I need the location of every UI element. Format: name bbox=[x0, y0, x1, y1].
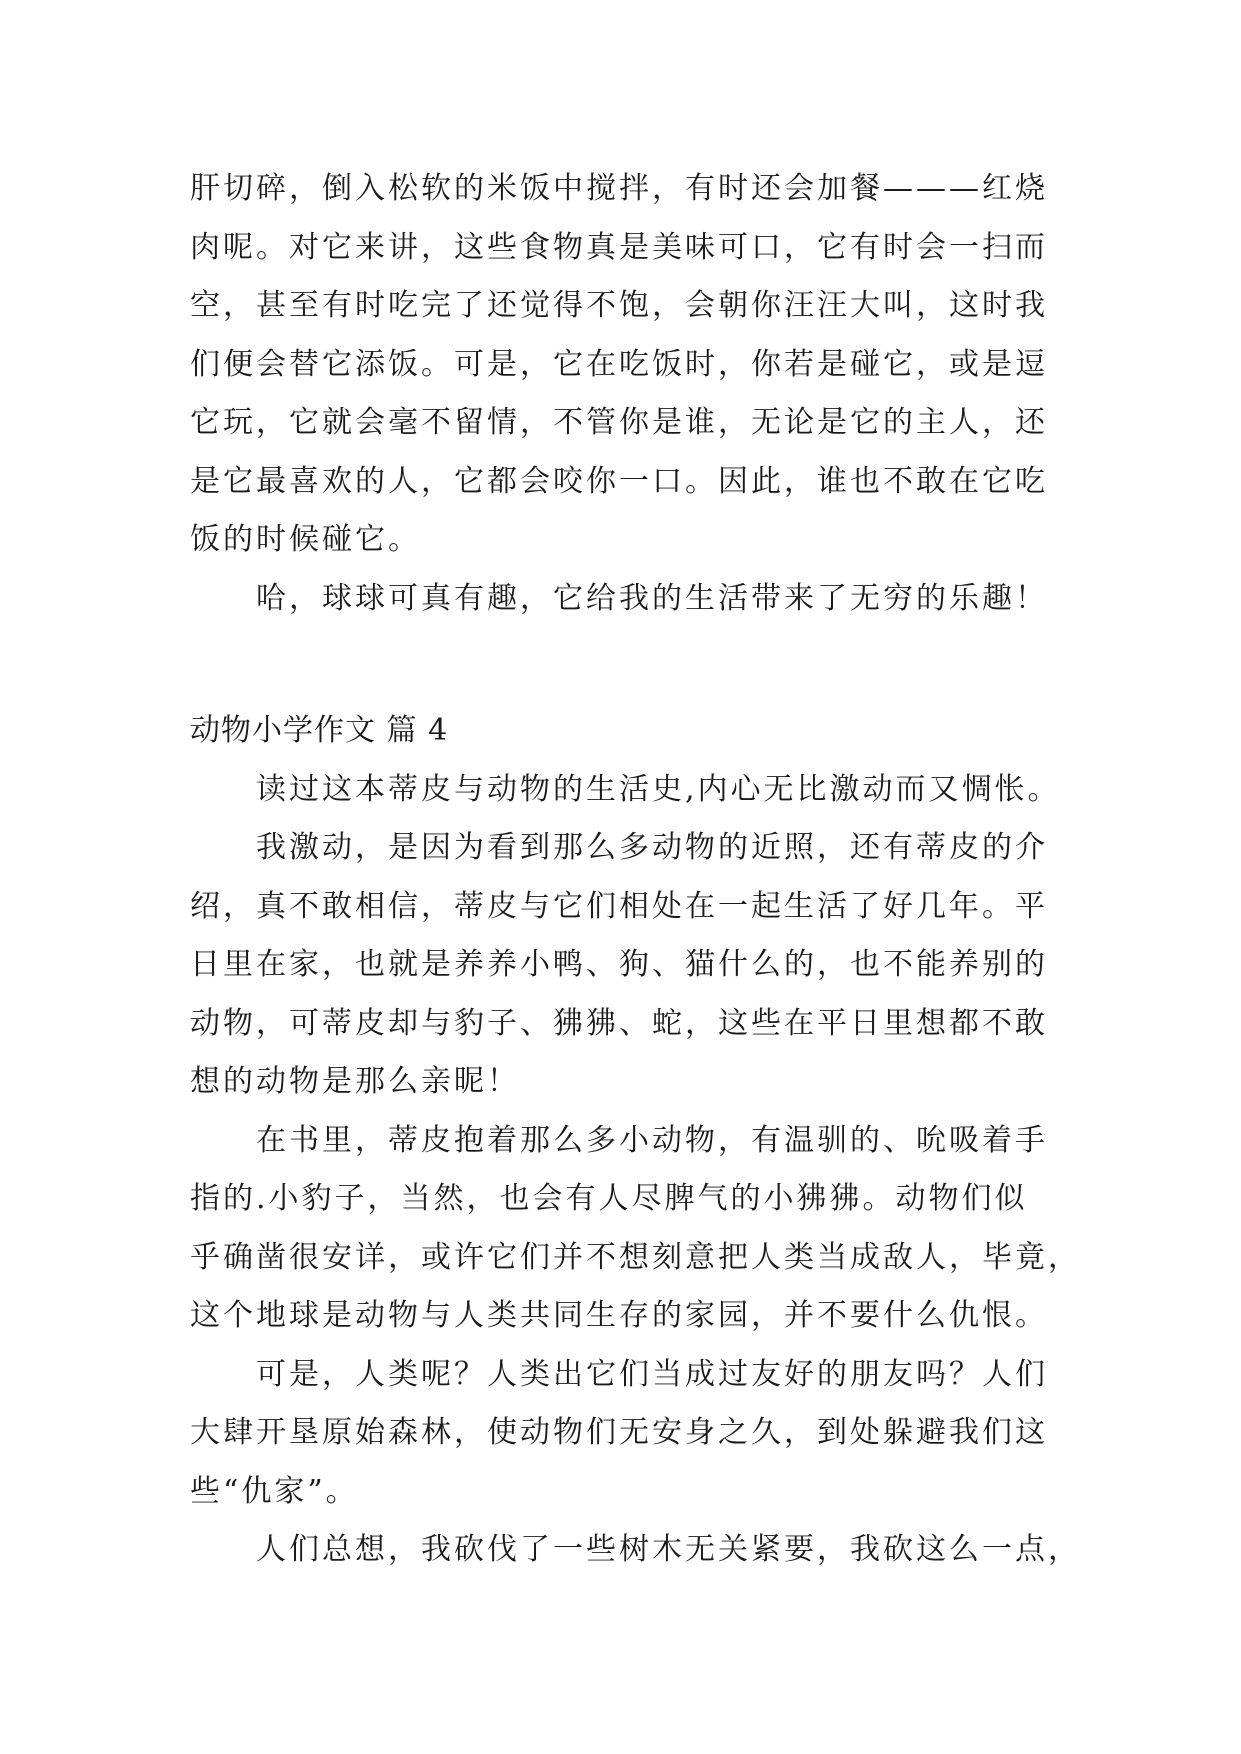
text-line: 些“仇家”。 bbox=[190, 1473, 359, 1509]
text-line: 是它最喜欢的人，它都会咬你一口。因此，谁也不敢在它吃 bbox=[190, 463, 1048, 499]
text-line: 肝切碎，倒入松软的米饭中搅拌，有时还会加餐———红烧 bbox=[190, 171, 1048, 206]
paragraph-book bbox=[190, 1112, 1081, 1346]
text-line: 这个地球是动物与人类共同生存的家园，并不要什么仇恨。 bbox=[190, 1298, 1048, 1333]
paragraph-intro: 读过这本蒂皮与动物的生活史,内心无比激动而又惆怅。 bbox=[256, 771, 1061, 807]
text-line: 乎确凿很安详，或许它们并不想刻意把人类当成敌人，毕竟， bbox=[190, 1239, 1081, 1275]
paragraph-trees: 人们总想，我砍伐了一些树木无关紧要，我砍这么一点， bbox=[256, 1532, 1081, 1567]
section-heading: 动物小学作文 篇 4 bbox=[190, 713, 449, 748]
section-gap bbox=[190, 628, 1060, 702]
text-line: 大肆开垦原始森林，使动物们无安身之久，到处躲避我们这 bbox=[190, 1415, 1048, 1450]
paragraph-excitement bbox=[190, 819, 1060, 1112]
text-line: 想的动物是那么亲昵！ bbox=[190, 1064, 520, 1099]
text-line: 空，甚至有时吃完了还觉得不饱，会朝你汪汪大叫，这时我 bbox=[190, 288, 1048, 323]
text-line: 可是，人类呢？人类出它们当成过友好的朋友吗？人们 bbox=[256, 1356, 1048, 1392]
text-line: 饭的时候碰它。 bbox=[190, 522, 421, 557]
paragraph-conclusion: 哈，球球可真有趣，它给我的生活带来了无穷的乐趣！ bbox=[256, 580, 1048, 616]
text-line: 绍，真不敢相信，蒂皮与它们相处在一起生活了好几年。平 bbox=[190, 888, 1048, 924]
document-page bbox=[190, 160, 1081, 1580]
text-line: 动物，可蒂皮却与豹子、狒狒、蛇，这些在平日里想都不敢 bbox=[190, 1005, 1048, 1041]
text-line: 肉呢。对它来讲，这些食物真是美味可口，它有时会一扫而 bbox=[190, 229, 1048, 265]
text-line: 我激动，是因为看到那么多动物的近照，还有蒂皮的介 bbox=[256, 830, 1048, 865]
paragraph-humans bbox=[190, 1346, 1060, 1522]
text-line: 日里在家，也就是养养小鸭、狗、猫什么的，也不能养别的 bbox=[190, 947, 1048, 982]
text-line: 指的.小豹子，当然，也会有人尽脾气的小狒狒。动物们似 bbox=[190, 1181, 1028, 1216]
text-line: 们便会替它添饭。可是，它在吃饭时，你若是碰它，或是逗 bbox=[190, 346, 1048, 382]
text-line: 在书里，蒂皮抱着那么多小动物，有温驯的、吮吸着手 bbox=[256, 1122, 1048, 1158]
paragraph-continuation bbox=[190, 160, 1060, 570]
text-line: 它玩，它就会毫不留情，不管你是谁，无论是它的主人，还 bbox=[190, 405, 1048, 440]
